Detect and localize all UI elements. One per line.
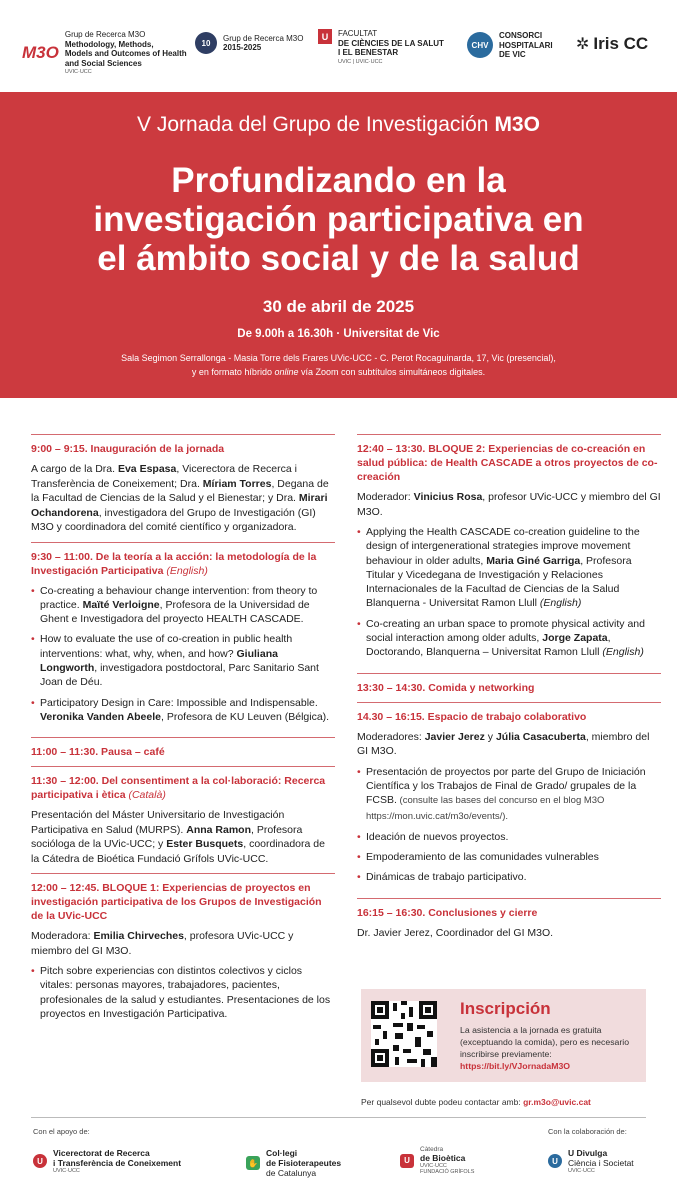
session-block1: [31, 873, 335, 1034]
speaker-name: Mirari Ochandorena: [31, 492, 328, 519]
text-segment: , miembro del GI M3O.: [357, 730, 650, 758]
title-line-3: el ámbito social y de la salud: [97, 239, 580, 278]
logo-m3o-line2: Methodology, Methods,: [64, 39, 154, 49]
footer-f1-line2: i Transferència de Coneixement: [53, 1158, 182, 1168]
list-item: [357, 617, 661, 660]
footer-f4-sub: UVIC·UCC: [568, 1168, 595, 1174]
uvic-u-icon: U: [548, 1154, 562, 1168]
program-left-column: [31, 434, 335, 1034]
text-segment: , Profesora socióloga de la UVic-UCC; y: [31, 823, 303, 851]
program-right-column: [357, 434, 661, 947]
session-title: 14.30 – 16:15. Espacio de trabajo colaborativo: [357, 710, 587, 723]
support-label: Con el apoyo de:: [33, 1127, 90, 1136]
m3o-mark: M3O: [22, 42, 59, 62]
banner-subtitle-brand: M3O: [494, 113, 540, 136]
uvic-u-icon: U: [318, 29, 332, 44]
list-item: [31, 584, 335, 627]
session-closing: [357, 898, 661, 948]
text-segment: Moderadores:: [357, 730, 425, 743]
list-item: • Pitch sobre experiencias con distintos colectivos y ciclos vitales: personas mayores, trabajadores, pacientes, profesionales de la salud y estudiantes. Presentaciones de los proyectos en Investigación Participativa.: [31, 964, 335, 1021]
hand-icon: ✋: [246, 1156, 260, 1170]
speaker-name: Ester Busquets: [166, 838, 244, 851]
list-item: [357, 765, 661, 824]
session-text: [31, 808, 335, 866]
session-title: 12:40 – 13:30. BLOQUE 2: Experiencias de co-creación en salud pública: de Health CASCADE a otros proyectos de co-creación: [357, 443, 658, 483]
logo-faculty-line2: DE CIÈNCIES DE LA SALUT: [338, 38, 444, 48]
language-tag: (English): [166, 564, 208, 577]
venue-line-2c: vía Zoom con subtítulos simultáneos digitales.: [298, 367, 486, 377]
logo-chv-line2: HOSPITALARI: [499, 40, 553, 50]
language-tag: (Català): [128, 789, 166, 802]
footer-divider: [31, 1117, 646, 1118]
list-item: • Dinámicas de trabajo participativo.: [357, 870, 661, 884]
contact-line: [361, 1097, 591, 1107]
venue-line-2a: y en formato híbrido: [191, 367, 275, 377]
registration-description: La asistencia a la jornada es gratuita (exceptuando la comida), pero es necesario inscribirse previamente:: [460, 1025, 630, 1059]
title-line-2: investigación participativa en: [93, 200, 584, 239]
session-workshop: [357, 702, 661, 898]
speaker-affiliation: , Profesora Titular y Vicedegana de Investigación y Relaciones Internacionales de la Facultad de Ciencias de la Salud Blanquerna - Universitat Ramon Llull: [366, 554, 632, 610]
uvic-u-icon: U: [400, 1154, 414, 1168]
footer-logo-bioetica: [400, 1146, 474, 1175]
logo-10-years: [195, 32, 303, 54]
list-item: [31, 632, 335, 689]
header-logos: [0, 0, 677, 92]
logo-m3o-line3: Models and Outcomes of Health: [64, 49, 187, 58]
footer-f3-sub2: FUNDACIÓ GRÍFOLS: [420, 1169, 475, 1175]
talk-list: [357, 525, 661, 660]
session-title: 9:00 – 9:15. Inauguración de la jornada: [31, 443, 225, 455]
speaker-name: Emilia Chirveches: [93, 930, 184, 943]
session-title: 13:30 – 14:30. Comida y networking: [357, 681, 535, 694]
talk-list: [31, 964, 335, 1021]
activity-text: Presentación de proyectos por parte del Grupo de Iniciación Científica y los Trabajos de Final de Grado/ grupales de la FCSB.: [366, 765, 646, 807]
text-segment: Moderadora:: [31, 930, 94, 943]
chv-icon: CHV: [467, 32, 493, 58]
logo-m3o-line4: and Social Sciences: [64, 58, 142, 68]
iris-text: Iris CC: [593, 34, 649, 53]
speaker-name: Eva Espasa: [117, 463, 177, 475]
text-segment: A cargo de la Dra.: [31, 463, 118, 475]
footer-f2-line2: de Fisioterapeutes: [266, 1158, 342, 1168]
banner-subtitle-text: V Jornada del Grupo de Investigación: [137, 113, 489, 136]
footer-f3-pre: Càtedra: [420, 1146, 444, 1153]
talk-title: Participatory Design in Care: Impossible and Indispensable.: [40, 696, 318, 709]
session-text: Dr. Javier Jerez, Coordinador del GI M3O.: [357, 926, 554, 939]
title-banner: [0, 92, 677, 398]
footer-logo-fisioterapeutes: [246, 1148, 341, 1178]
logo-chv: [467, 31, 553, 60]
contact-email-link[interactable]: gr.m3o@uvic.cat: [523, 1097, 591, 1107]
footer-f1-line1: Vicerectorat de Recerca: [53, 1148, 150, 1158]
footer-f2-line3: de Catalunya: [266, 1168, 317, 1178]
event-time: De 9.00h a 16.30h · Universitat de Vic: [237, 328, 440, 340]
speaker-affiliation: , Profesora de KU Leuven (Bélgica).: [161, 710, 330, 723]
logo-chv-line1: CONSORCI: [499, 31, 543, 40]
session-ethics: [31, 766, 335, 873]
session-moderator: [357, 730, 661, 759]
session-title-text: 11:30 – 12:00. Del consentiment a la col·laboració: Recerca participativa i ètica: [31, 775, 326, 802]
session-title: 12:00 – 12:45. BLOQUE 1: Experiencias de proyectos en investigación participativa de los Grupos de Investigación de la UVic-UCC: [31, 882, 322, 923]
footer-f3-line1: de Bioètica: [420, 1153, 466, 1163]
session-title: [31, 774, 335, 802]
footer-f1-sub: UVIC·UCC: [53, 1168, 80, 1174]
logo-m3o: [22, 30, 187, 75]
uvic-u-icon: U: [33, 1154, 47, 1168]
session-moderator: [31, 929, 335, 958]
text-segment: , Vicerectora de Recerca i Transferència de Coneixement; Dra.: [31, 463, 297, 490]
speaker-name: Maïté Verloigne: [82, 598, 160, 611]
text-segment: , profesor UVic-UCC y miembro del GI M3O.: [357, 491, 661, 518]
speaker-name: Maria Giné Garriga: [486, 554, 581, 567]
footer-f4-line2: Ciència i Societat: [568, 1158, 634, 1168]
ten-years-badge: 10: [195, 32, 217, 54]
logo-m3o-sub: UVIC·UCC: [64, 69, 92, 75]
text-segment: , investigadora del Grupo de Investigación (GI) M3O y coordinadora del comité científico y organizadora.: [31, 506, 316, 533]
speaker-name: Javier Jerez: [424, 730, 485, 743]
speaker-name: Giuliana Longworth: [40, 647, 278, 674]
session-title: [31, 550, 335, 578]
logo-10-line1: Grup de Recerca M3O: [223, 33, 304, 43]
speaker-affiliation: , investigadora postdoctoral, Parc Sanitario Sant Joan de Déu.: [40, 661, 319, 689]
venue-line-2b: online: [274, 367, 299, 377]
session-title: 16:15 – 16:30. Conclusiones y cierre: [357, 906, 538, 919]
event-date: 30 de abril de 2025: [262, 297, 415, 316]
speaker-name: Júlia Casacuberta: [495, 730, 586, 743]
logo-m3o-line1: Grup de Recerca M3O: [64, 30, 146, 39]
text-segment: , profesora UVic-UCC y miembro del GI M3O.: [31, 930, 294, 957]
logo-iris: [576, 34, 648, 54]
language-tag: (English): [602, 646, 644, 659]
session-lunch: [357, 673, 661, 702]
list-item: [357, 525, 661, 611]
activity-note: (consulte las bases del concurso en el blog M3O https://mon.uvic.cat/m3o/events/).: [366, 795, 605, 822]
speaker-name: Veronika Vanden Abeele: [40, 710, 161, 723]
session-title: 11:00 – 11:30. Pausa – café: [31, 746, 165, 759]
banner-subtitle: [0, 113, 677, 137]
list-item: • Ideación de nuevos proyectos.: [357, 830, 661, 844]
title-line-1: Profundizando en la: [171, 161, 506, 200]
logo-faculty: [318, 29, 444, 65]
language-tag: (English): [539, 597, 582, 610]
session-text: [31, 462, 335, 535]
list-item: • Empoderamiento de las comunidades vulnerables: [357, 850, 661, 864]
list-item: [31, 696, 335, 725]
registration-text: [460, 1024, 638, 1072]
session-coffee: [31, 737, 335, 766]
speaker-affiliation: , Doctorando, Blanquerna – Universitat Ramon Llull: [366, 632, 611, 659]
session-theory: [31, 542, 335, 738]
logo-faculty-line3: I EL BENESTAR: [338, 48, 399, 57]
qr-code-icon[interactable]: [371, 1001, 437, 1067]
logo-10-line2: 2015-2025: [223, 43, 262, 52]
logo-faculty-sub: UVIC | UVIC·UCC: [338, 58, 383, 65]
speaker-name: Anna Ramon: [186, 823, 251, 836]
talk-list: [31, 584, 335, 725]
speaker-name: Vinicius Rosa: [413, 491, 483, 503]
talk-title: How to evaluate the use of co-creation in public health interventions: what, why, when, and how?: [40, 633, 293, 660]
registration-box: [361, 989, 646, 1082]
activity-list: [357, 765, 661, 885]
talk-title: Applying the Health CASCADE co-creation guideline to the design of intergenerational strategies improve movement behaviour in older adults,: [366, 526, 640, 567]
text-segment: y: [484, 730, 496, 743]
speaker-name: Míriam Torres: [202, 477, 272, 490]
session-opening: [31, 434, 335, 542]
iris-icon: ✲: [576, 36, 590, 53]
venue-line-1: Sala Segimon Serrallonga - Masia Torre dels Frares UVic-UCC - C. Perot Rocaguinarda, 17, Vic (presencial),: [121, 353, 556, 363]
logo-faculty-line1: FACULTAT: [338, 29, 378, 38]
logo-chv-line3: DE VIC: [499, 50, 526, 59]
session-moderator: [357, 490, 661, 519]
talk-title: Co-creating an urban space to promote physical activity and social interaction among older adults,: [366, 617, 645, 645]
session-title-text: 9:30 – 11:00. De la teoría a la acción: la metodología de la Investigación Participativa: [31, 550, 317, 577]
text-segment: Moderador:: [357, 491, 414, 503]
registration-link[interactable]: https://bit.ly/VJornadaM3O: [460, 1061, 571, 1071]
session-block2: [357, 434, 661, 673]
contact-text: Per qualsevol dubte podeu contactar amb:: [361, 1097, 524, 1107]
text-segment: Presentación del Máster Universitario de Investigación Participativa en Salud (MURPS).: [31, 809, 285, 836]
footer-f4-line1: U Divulga: [568, 1148, 608, 1158]
text-segment: , Degana de la Facultad de Ciencias de la Salud y el Bienestar; y Dra.: [31, 477, 329, 504]
speaker-affiliation: , Profesora de la Universidad de Ghent e Investigadora del proyecto HEALTH CASCADE.: [40, 598, 310, 626]
speaker-name: Jorge Zapata: [542, 632, 608, 645]
footer-f2-line1: Col·legi: [266, 1148, 298, 1158]
talk-title: Co-creating a behaviour change intervention: from theory to practice.: [40, 584, 318, 611]
collaboration-label: Con la colaboración de:: [548, 1127, 627, 1136]
event-venue: [0, 351, 677, 379]
registration-title: Inscripción: [460, 999, 551, 1018]
footer-logo-vicerectorat: [33, 1148, 181, 1174]
text-segment: , coordinadora de la Cátedra de Bioética Fundació Grífols UVic-UCC.: [31, 838, 325, 865]
footer-f3-sub1: UVIC·UCC: [420, 1163, 447, 1169]
page-title: [0, 161, 677, 278]
footer-logo-udivulga: [548, 1148, 634, 1174]
